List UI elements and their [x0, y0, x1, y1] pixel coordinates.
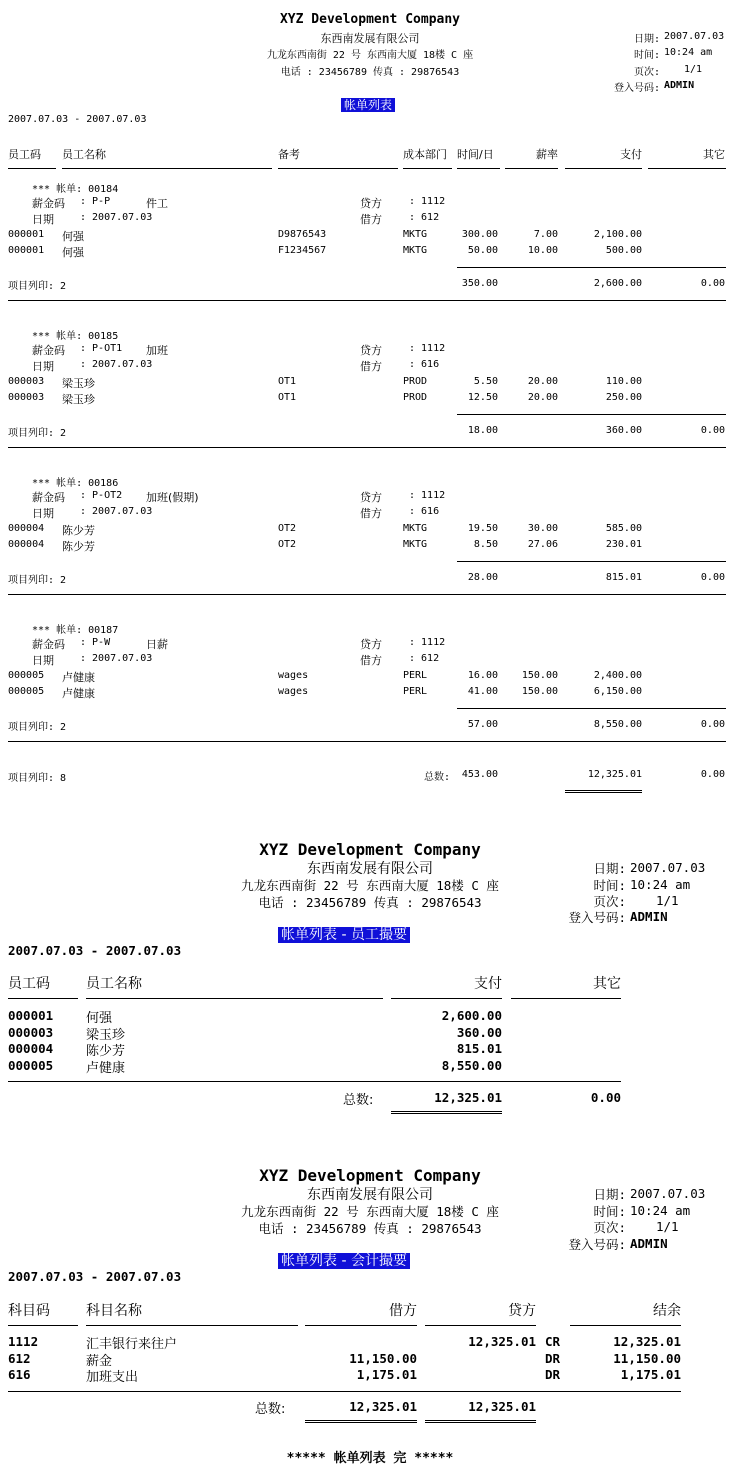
cell-rate: 30.00 [527, 523, 558, 534]
cell-dr-cr: DR [545, 1350, 561, 1366]
cell-time: 8.50 [473, 539, 498, 550]
grand-count: 项目列印: 8 [8, 773, 67, 784]
cell-payment: 2,400.00 [593, 670, 642, 681]
credit-label: 贷方 [360, 638, 382, 651]
credit-label: 贷方 [360, 344, 382, 357]
cell-payment: 2,600.00 [441, 1008, 502, 1023]
cell-remark: OT1 [278, 376, 297, 387]
cell-emp-name: 何强 [62, 246, 84, 259]
total-label: 总数: [343, 1093, 374, 1108]
subtotal-other: 0.00 [700, 278, 725, 289]
cell-time: 12.50 [467, 392, 498, 403]
login-label: 登入号码: [568, 910, 626, 925]
cell-time: 5.50 [473, 376, 498, 387]
cell-account-name: 薪金 [86, 1353, 113, 1369]
paycode-desc: 加班 [146, 344, 168, 357]
cell-rate: 150.00 [521, 686, 558, 697]
subtotal-other: 0.00 [700, 425, 725, 436]
col-header-balance: 结余 [653, 1303, 681, 1319]
col-header-debit: 借方 [389, 1303, 417, 1319]
header-underline [457, 168, 500, 169]
cell-cost-dept: MKTG [403, 245, 428, 256]
col-header-account-name: 科目名称 [86, 1303, 142, 1319]
paycode-value: : P-P [80, 196, 111, 207]
cell-account-name: 加班支出 [86, 1370, 139, 1385]
cell-emp-name: 何强 [86, 1011, 113, 1026]
subtotal-count: 项目列印: 2 [8, 722, 67, 733]
cell-cost-dept: PERL [403, 686, 428, 697]
subtotal-rule [457, 561, 726, 562]
cell-account-name: 汇丰银行来往户 [86, 1337, 178, 1352]
header-underline [8, 1325, 78, 1326]
date-label: 日期: [593, 1187, 626, 1202]
grand-payment: 12,325.01 [587, 769, 642, 780]
cell-emp-name: 梁玉珍 [62, 377, 95, 390]
cell-emp-name: 卢健康 [86, 1060, 126, 1076]
report-period: 2007.07.03 - 2007.07.03 [8, 114, 147, 125]
col-header-other: 其它 [593, 976, 621, 992]
total-credit: 12,325.01 [468, 1399, 536, 1414]
cell-emp-code: 000004 [8, 1041, 54, 1056]
cell-time: 300.00 [461, 229, 498, 240]
cell-account-code: 1112 [8, 1334, 39, 1349]
col-header-emp-code: 员工码 [8, 976, 50, 992]
subtotal-payment: 2,600.00 [593, 278, 642, 289]
time-value: 10:24 am [630, 1203, 691, 1218]
company-contact: 电话 : 23456789 传真 : 29876543 [258, 895, 482, 910]
report-title: 帐单列表 - 员工撮要 [278, 924, 410, 944]
subtotal-count: 项目列印: 2 [8, 281, 67, 292]
header-underline [86, 1325, 298, 1326]
cell-emp-name: 梁玉珍 [62, 393, 95, 406]
paycode-value: : P-OT2 [80, 490, 123, 501]
col-header-remark: 备考 [278, 148, 300, 161]
cell-emp-code: 000004 [8, 523, 45, 534]
cell-emp-name: 陈少芳 [86, 1044, 126, 1059]
date-value: : 2007.07.03 [80, 212, 153, 223]
company-contact: 电话 : 23456789 传真 : 29876543 [258, 1221, 482, 1236]
paycode-label: 薪金码 [32, 638, 65, 651]
cell-payment: 2,100.00 [593, 229, 642, 240]
company-contact: 电话 : 23456789 传真 : 29876543 [280, 67, 460, 78]
total-rule [8, 1391, 681, 1392]
grand-time: 453.00 [461, 769, 498, 780]
debit-label: 借方 [360, 213, 382, 226]
header-underline [511, 998, 621, 999]
cell-emp-code: 000001 [8, 229, 45, 240]
col-header-emp-code: 员工码 [8, 148, 41, 161]
cell-payment: 8,550.00 [441, 1057, 502, 1073]
subtotal-time: 350.00 [461, 278, 498, 289]
cell-emp-name: 陈少芳 [62, 524, 95, 537]
company-name-en: XYZ Development Company [279, 12, 460, 27]
report-end-footer: ***** 帐单列表 完 ***** [286, 1451, 454, 1466]
cell-remark: D9876543 [278, 229, 327, 240]
total-debit: 12,325.01 [349, 1399, 417, 1414]
company-name-cn: 东西南发展有限公司 [307, 861, 433, 877]
report-period: 2007.07.03 - 2007.07.03 [8, 943, 182, 958]
date-label: 日期 [32, 360, 54, 373]
cell-payment: 230.01 [605, 539, 642, 550]
cell-time: 50.00 [467, 245, 498, 256]
subtotal-rule [457, 414, 726, 415]
debit-value: : 616 [409, 359, 440, 370]
company-address: 九龙东西南街 22 号 东西南大厦 18楼 C 座 [266, 50, 474, 61]
cell-emp-code: 000003 [8, 376, 45, 387]
header-underline [403, 168, 452, 169]
debit-label: 借方 [360, 360, 382, 373]
cell-payment: 500.00 [605, 245, 642, 256]
grand-total-label: 总数: [424, 772, 451, 783]
cell-cost-dept: PERL [403, 670, 428, 681]
header-underline [305, 1325, 417, 1326]
cell-emp-code: 000005 [8, 1057, 54, 1073]
company-name-en: XYZ Development Company [259, 840, 481, 859]
report-period: 2007.07.03 - 2007.07.03 [8, 1269, 182, 1284]
time-value: 10:24 am [664, 47, 713, 58]
cell-emp-code: 000004 [8, 539, 45, 550]
login-label: 登入号码: [613, 83, 660, 94]
date-label: 日期: [593, 861, 626, 876]
time-label: 时间: [593, 878, 626, 893]
cell-balance: 11,150.00 [613, 1350, 681, 1366]
time-label: 时间: [633, 50, 660, 61]
subtotal-rule [457, 267, 726, 268]
cell-remark: OT2 [278, 523, 297, 534]
date-label: 日期 [32, 654, 54, 667]
subtotal-time: 18.00 [467, 425, 498, 436]
cell-emp-code: 000003 [8, 392, 45, 403]
date-value: 2007.07.03 [664, 31, 725, 42]
total-double-underline [425, 1420, 536, 1423]
cell-remark: wages [278, 686, 309, 697]
cell-payment: 250.00 [605, 392, 642, 403]
paycode-value: : P-W [80, 637, 111, 648]
header-underline [425, 1325, 536, 1326]
group-separator [8, 594, 726, 595]
cell-cost-dept: MKTG [403, 229, 428, 240]
cell-balance: 12,325.01 [613, 1334, 681, 1349]
cell-payment: 110.00 [605, 376, 642, 387]
group-separator [8, 741, 726, 742]
col-header-emp-name: 员工名称 [86, 976, 142, 992]
credit-value: : 1112 [409, 637, 446, 648]
cell-dr-cr: CR [545, 1334, 561, 1349]
grand-double-underline [565, 790, 642, 793]
col-header-account-code: 科目码 [8, 1303, 50, 1319]
grand-other: 0.00 [700, 769, 725, 780]
cell-remark: F1234567 [278, 245, 327, 256]
date-label: 日期 [32, 213, 54, 226]
login-value: ADMIN [664, 80, 695, 91]
total-rule [8, 1081, 621, 1082]
subtotal-time: 57.00 [467, 719, 498, 730]
company-name-cn: 东西南发展有限公司 [320, 32, 420, 45]
paycode-label: 薪金码 [32, 491, 65, 504]
paycode-desc: 件工 [146, 197, 168, 210]
header-underline [8, 168, 56, 169]
cell-emp-name: 梁玉珍 [86, 1027, 126, 1043]
cell-balance: 1,175.01 [620, 1367, 681, 1382]
cell-emp-name: 卢健康 [62, 671, 95, 684]
date-value: : 2007.07.03 [80, 359, 153, 370]
date-value: 2007.07.03 [630, 1186, 706, 1201]
credit-value: : 1112 [409, 490, 446, 501]
cell-debit: 11,150.00 [349, 1350, 417, 1366]
debit-label: 借方 [360, 507, 382, 520]
page-value: 1/1 [656, 893, 679, 908]
bill-number: *** 帐单: 00186 [32, 478, 119, 489]
cell-credit: 12,325.01 [468, 1334, 536, 1349]
subtotal-time: 28.00 [467, 572, 498, 583]
debit-value: : 612 [409, 212, 440, 223]
debit-value: : 616 [409, 506, 440, 517]
cell-emp-code: 000001 [8, 1008, 54, 1023]
col-header-payment: 支付 [620, 148, 642, 161]
bill-number: *** 帐单: 00185 [32, 331, 119, 342]
page-label: 页次: [633, 67, 660, 78]
page-label: 页次: [593, 894, 626, 909]
col-header-other: 其它 [703, 148, 725, 161]
time-label: 时间: [593, 1204, 626, 1219]
login-value: ADMIN [630, 909, 668, 924]
total-payment: 12,325.01 [434, 1090, 502, 1105]
paycode-desc: 日薪 [146, 638, 168, 651]
date-value: 2007.07.03 [630, 860, 706, 875]
cell-emp-code: 000005 [8, 670, 45, 681]
page-label: 页次: [593, 1220, 626, 1235]
subtotal-payment: 815.01 [605, 572, 642, 583]
cell-time: 19.50 [467, 523, 498, 534]
report-title: 帐单列表 - 会计撮要 [278, 1250, 410, 1270]
col-header-credit: 贷方 [508, 1303, 536, 1319]
header-underline [648, 168, 726, 169]
time-value: 10:24 am [630, 877, 691, 892]
company-name-en: XYZ Development Company [259, 1166, 481, 1185]
col-header-rate: 薪率 [536, 148, 558, 161]
total-double-underline [305, 1420, 417, 1423]
cell-emp-code: 000003 [8, 1024, 54, 1040]
subtotal-other: 0.00 [700, 572, 725, 583]
paycode-label: 薪金码 [32, 197, 65, 210]
cell-rate: 7.00 [533, 229, 558, 240]
company-address: 九龙东西南街 22 号 东西南大厦 18楼 C 座 [241, 1204, 499, 1219]
cell-emp-name: 陈少芳 [62, 540, 95, 553]
cell-payment: 360.00 [456, 1024, 502, 1040]
paycode-desc: 加班(假期) [146, 491, 199, 504]
cell-account-code: 612 [8, 1350, 31, 1366]
cell-time: 16.00 [467, 670, 498, 681]
col-header-emp-name: 员工名称 [62, 148, 106, 161]
header-underline [62, 168, 272, 169]
total-label: 总数: [255, 1402, 286, 1417]
col-header-time: 时间/日 [457, 148, 494, 161]
login-label: 登入号码: [568, 1237, 626, 1252]
company-name-cn: 东西南发展有限公司 [307, 1187, 433, 1203]
header-underline [565, 168, 642, 169]
header-underline [86, 998, 383, 999]
cell-rate: 150.00 [521, 670, 558, 681]
cell-rate: 20.00 [527, 392, 558, 403]
cell-emp-name: 何强 [62, 230, 84, 243]
total-other: 0.00 [590, 1090, 621, 1105]
subtotal-payment: 360.00 [605, 425, 642, 436]
header-underline [505, 168, 558, 169]
credit-label: 贷方 [360, 197, 382, 210]
subtotal-count: 项目列印: 2 [8, 575, 67, 586]
cell-remark: wages [278, 670, 309, 681]
cell-payment: 6,150.00 [593, 686, 642, 697]
credit-value: : 1112 [409, 196, 446, 207]
subtotal-other: 0.00 [700, 719, 725, 730]
company-address: 九龙东西南街 22 号 东西南大厦 18楼 C 座 [241, 878, 499, 893]
cell-payment: 815.01 [456, 1041, 502, 1056]
cell-cost-dept: PROD [403, 392, 428, 403]
bill-number: *** 帐单: 00184 [32, 184, 119, 195]
col-header-payment: 支付 [474, 976, 502, 992]
bill-number: *** 帐单: 00187 [32, 625, 119, 636]
cell-account-code: 616 [8, 1367, 31, 1382]
cell-emp-code: 000005 [8, 686, 45, 697]
debit-label: 借方 [360, 654, 382, 667]
date-label: 日期 [32, 507, 54, 520]
paycode-value: : P-OT1 [80, 343, 123, 354]
cell-rate: 20.00 [527, 376, 558, 387]
credit-value: : 1112 [409, 343, 446, 354]
cell-debit: 1,175.01 [356, 1367, 417, 1382]
cell-rate: 27.06 [527, 539, 558, 550]
cell-emp-code: 000001 [8, 245, 45, 256]
date-value: : 2007.07.03 [80, 506, 153, 517]
total-double-underline [391, 1111, 502, 1114]
header-underline [278, 168, 398, 169]
subtotal-rule [457, 708, 726, 709]
cell-payment: 585.00 [605, 523, 642, 534]
cell-dr-cr: DR [545, 1367, 561, 1382]
col-header-cost-dept: 成本部门 [403, 148, 447, 161]
header-underline [570, 1325, 681, 1326]
report-title: 帐单列表 [341, 96, 395, 113]
subtotal-count: 项目列印: 2 [8, 428, 67, 439]
debit-value: : 612 [409, 653, 440, 664]
cell-time: 41.00 [467, 686, 498, 697]
header-underline [8, 998, 78, 999]
group-separator [8, 447, 726, 448]
cell-remark: OT2 [278, 539, 297, 550]
subtotal-payment: 8,550.00 [593, 719, 642, 730]
cell-emp-name: 卢健康 [62, 687, 95, 700]
cell-cost-dept: MKTG [403, 523, 428, 534]
date-value: : 2007.07.03 [80, 653, 153, 664]
page-value: 1/1 [684, 64, 703, 75]
cell-remark: OT1 [278, 392, 297, 403]
login-value: ADMIN [630, 1236, 668, 1251]
cell-rate: 10.00 [527, 245, 558, 256]
paycode-label: 薪金码 [32, 344, 65, 357]
header-underline [391, 998, 502, 999]
page-value: 1/1 [656, 1219, 679, 1234]
group-separator [8, 300, 726, 301]
cell-cost-dept: PROD [403, 376, 428, 387]
credit-label: 贷方 [360, 491, 382, 504]
cell-cost-dept: MKTG [403, 539, 428, 550]
date-label: 日期: [633, 34, 660, 45]
